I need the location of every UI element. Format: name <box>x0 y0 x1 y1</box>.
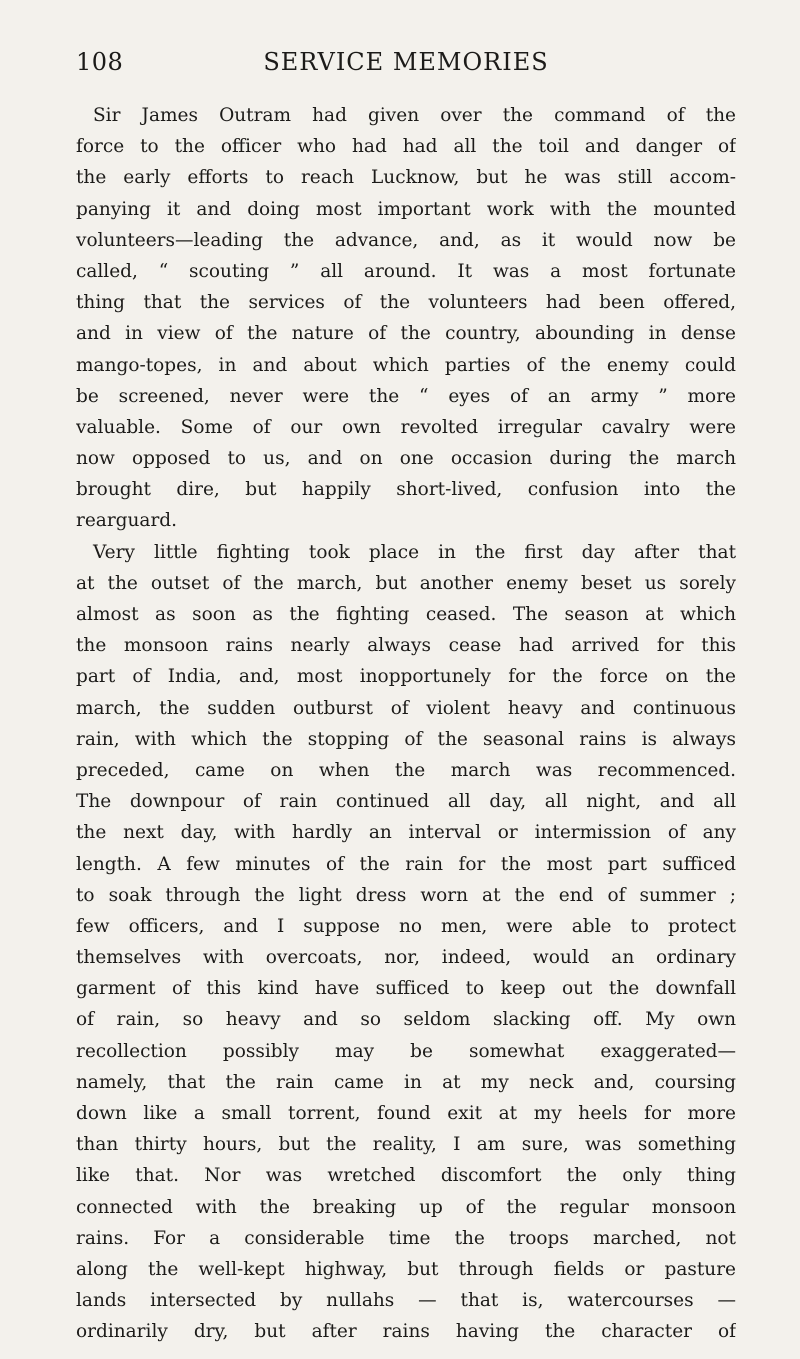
text-line: mango-topes, in and about which parties of the enemy could <box>76 354 736 376</box>
book-page <box>76 48 736 1348</box>
text-line: rains. For a considerable time the troops marched, not <box>76 1227 736 1249</box>
body-text <box>76 100 736 1348</box>
text-line: at the outset of the march, but another enemy beset us sorely <box>76 572 736 594</box>
text-line: along the well-kept highway, but through fields or pasture <box>76 1258 736 1280</box>
text-line: The downpour of rain continued all day, all night, and all <box>76 791 736 813</box>
text-line: volunteers—leading the advance, and, as it would now be <box>76 229 736 251</box>
text-line: of rain, so heavy and so seldom slacking off. My own <box>76 1009 736 1031</box>
text-line: and in view of the nature of the country, abounding in dense <box>76 323 736 345</box>
text-line: than thirty hours, but the reality, I am sure, was something <box>76 1134 736 1156</box>
text-line: Very little fighting took place in the first day after that <box>93 541 736 563</box>
text-line: valuable. Some of our own revolted irregular cavalry were <box>76 416 736 438</box>
text-line: rearguard. <box>76 510 178 532</box>
text-line: brought dire, but happily short-lived, confusion into the <box>76 479 736 501</box>
text-line: namely, that the rain came in at my neck and, coursing <box>76 1071 736 1093</box>
text-line: march, the sudden outburst of violent heavy and continuous <box>76 697 736 719</box>
text-line: lands intersected by nullahs — that is, watercourses — <box>76 1290 736 1312</box>
text-line: the monsoon rains nearly always cease had arrived for this <box>76 635 736 657</box>
text-line: called, “ scouting ” all around. It was a most fortunate <box>76 260 736 282</box>
text-line: part of India, and, most inopportunely for the force on the <box>76 666 736 688</box>
text-line: few officers, and I suppose no men, were able to protect <box>76 915 736 937</box>
text-line: almost as soon as the fighting ceased. The season at which <box>76 604 736 625</box>
text-line: the early efforts to reach Lucknow, but he was still accom- <box>76 167 736 189</box>
running-title: SERVICE MEMORIES <box>263 48 549 76</box>
text-line: themselves with overcoats, nor, indeed, would an ordinary <box>76 947 736 969</box>
text-line: recollection possibly may be somewhat exaggerated— <box>76 1040 736 1062</box>
text-line: connected with the breaking up of the regular monsoon <box>76 1196 736 1218</box>
text-line: to soak through the light dress worn at the end of summer ; <box>76 884 736 906</box>
page-number: 108 <box>76 48 124 76</box>
text-line: the next day, with hardly an interval or intermission of any <box>76 822 736 844</box>
text-line: garment of this kind have sufficed to keep out the downfall <box>76 978 736 1000</box>
text-line: preceded, came on when the march was recommenced. <box>76 759 736 781</box>
text-line: rain, with which the stopping of the seasonal rains is always <box>76 728 736 750</box>
text-line: now opposed to us, and on one occasion during the march <box>76 448 736 470</box>
text-line: down like a small torrent, found exit at my heels for more <box>76 1103 736 1124</box>
text-line: force to the officer who had had all the toil and danger of <box>76 136 736 158</box>
text-line: thing that the services of the volunteers had been offered, <box>76 292 736 314</box>
text-line: Sir James Outram had given over the command of the <box>93 105 736 126</box>
text-line: ordinarily dry, but after rains having the character of <box>76 1321 736 1343</box>
text-line: be screened, never were the “ eyes of an army ” more <box>76 385 736 407</box>
text-line: panying it and doing most important work with the mounted <box>76 198 736 220</box>
running-head <box>76 48 736 88</box>
text-line: length. A few minutes of the rain for the most part sufficed <box>76 853 736 875</box>
text-line: like that. Nor was wretched discomfort the only thing <box>76 1165 736 1187</box>
